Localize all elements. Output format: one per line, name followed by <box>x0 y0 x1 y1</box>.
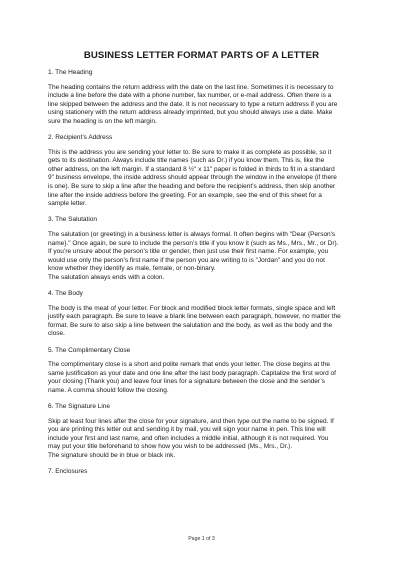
text-line: know whether they identify as male, female, or non-binary. <box>48 265 216 273</box>
text-line: justify each paragraph. Be sure to leave a blank line between each paragraph, however, no matter the <box>48 313 341 321</box>
text-line: include a line before the date with a phone number, fax number, or e-mail address. Often there is a <box>48 92 332 100</box>
text-line: may put your title beforehand to show how you wish to be addressed (Ms., Mrs., Dr.). <box>48 443 293 451</box>
section-heading: 7. Enclosures <box>48 468 88 476</box>
page-number: Page 1 of 3 <box>188 536 215 542</box>
section-salutation <box>48 215 358 282</box>
text-line: sample letter. <box>48 200 87 208</box>
text-line: your closing (Thank you) and leave four lines for a signature between the close and the sender’s <box>48 378 325 386</box>
text-line: using stationery with the return address already imprinted, but you should always use a date. Make <box>48 109 333 117</box>
text-line: name}." Once again, be sure to include the person’s title if you know it (such as Ms., Mrs., Mr., or Dr). <box>48 239 339 247</box>
text-line: would use only the person’s first name if the person you are writing to is "Jordan" and you do not <box>48 256 325 264</box>
text-line: The complimentary close is a short and polite remark that ends your letter. The close begins at the <box>48 361 331 369</box>
text-line: line after the inside address before the greeting. For an example, see the end of this sheet for a <box>48 191 322 199</box>
text-line: gets to its destination. Always include title names (such as Dr.) if you know them. This is, like the <box>48 157 325 165</box>
text-line: The heading contains the return address with the date on the last line. Sometimes it is necessary to <box>48 83 334 91</box>
text-line: other address, on the left margin. If a standard 8 ½" x 11" paper is folded in thirds to fit in a standard <box>48 165 335 173</box>
section-text <box>48 84 358 127</box>
text-line: same justification as your date and one line after the last body paragraph. Capitalize the first word of <box>48 369 336 377</box>
text-line: is one). Be sure to skip a line after the heading and before the recipient’s address, then skip another <box>48 182 336 190</box>
section-heading: 3. The Salutation <box>48 216 98 224</box>
section-body <box>48 289 358 339</box>
section-text <box>48 418 358 461</box>
section-text <box>48 305 358 339</box>
text-line: line skipped between the address and the date. It is not necessary to type a return address if you are <box>48 100 338 108</box>
section-signature-line <box>48 402 358 460</box>
text-line: you are printing this letter out and sending it by mail, you will sign your name in pen. This line will <box>48 426 326 434</box>
text-line: The salutation (or greeting) in a business letter is always formal. It often begins with "Dear {Person's <box>48 231 336 238</box>
text-line: If you’re unsure about the person’s title or gender, then just use their first name. For example, you <box>48 248 329 256</box>
section-recipient-address <box>48 133 358 209</box>
text-line: This is the address you are sending your letter to. Be sure to make it as complete as possible, so it <box>48 148 332 156</box>
text-line: close. <box>48 330 65 338</box>
section-heading: 4. The Body <box>48 289 83 297</box>
text-line: The body is the meat of your letter. For block and modified block letter formats, single space and left <box>48 304 336 312</box>
section-complimentary-close <box>48 346 358 396</box>
section-heading: 1. The Heading <box>48 69 93 76</box>
text-line: name. A comma should follow the closing. <box>48 386 169 394</box>
text-line: The salutation always ends with a colon. <box>48 273 165 281</box>
section-heading: 2. Recipient’s Address <box>48 134 113 142</box>
text-line: include your first and last name, and often includes a middle initial, although it is not required. You <box>48 434 329 442</box>
document-body <box>48 68 358 483</box>
section-heading: 6. The Signature Line <box>48 403 111 411</box>
section-text <box>48 361 358 395</box>
section-heading-info <box>48 68 358 126</box>
section-heading: 5. The Complimentary Close <box>48 346 131 354</box>
section-text <box>48 231 358 282</box>
text-line: sure the heading is on the left margin. <box>48 117 157 125</box>
text-line: 9" business envelope, the inside address should appear through the window in the envelope (if there <box>48 174 337 182</box>
text-line: format. Be sure to also skip a line between the salutation and the body, as well as the body and the <box>48 321 333 329</box>
text-line: Skip at least four lines after the close for your signature, and then type out the name to be signed. If <box>48 417 334 425</box>
document-title: BUSINESS LETTER FORMAT PARTS OF A LETTER <box>83 50 320 61</box>
section-text <box>48 149 358 209</box>
text-line: The signature should be in blue or black ink. <box>48 451 176 459</box>
section-enclosures <box>48 467 358 476</box>
